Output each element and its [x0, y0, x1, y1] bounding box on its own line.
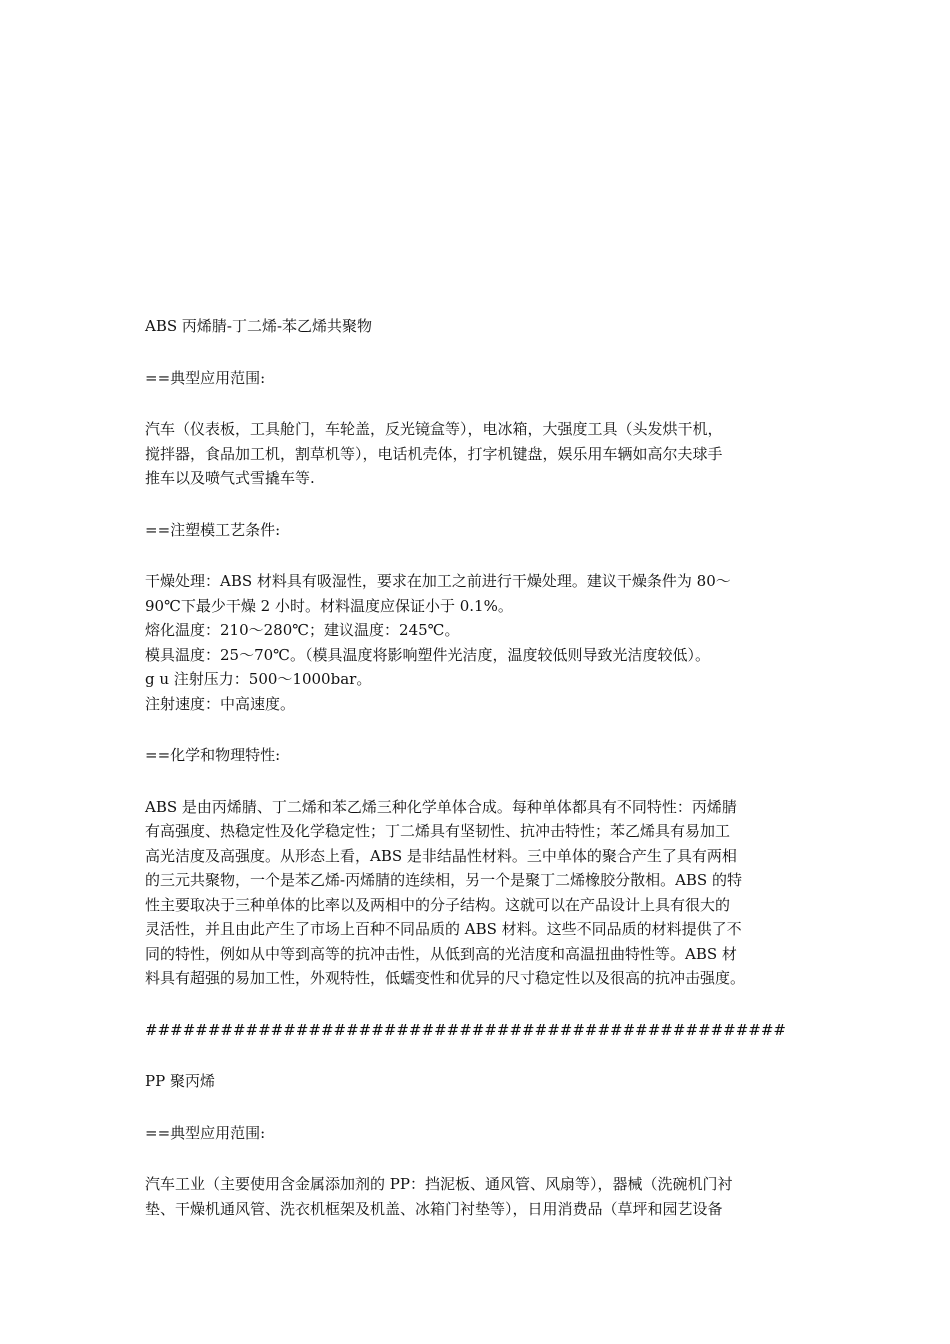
pp-application-heading: ==典型应用范围:: [145, 1123, 266, 1142]
paragraph-line: 料具有超强的易加工性，外观特性，低蠕变性和优异的尺寸稳定性以及很高的抗冲击强度。: [145, 969, 746, 987]
section-separator: ###################################################: [145, 1020, 786, 1039]
paragraph-line: 的三元共聚物，一个是苯乙烯-丙烯腈的连续相，另一个是聚丁二烯橡胶分散相。ABS 的特: [145, 871, 742, 889]
paragraph-line: 熔化温度：210～280℃；建议温度：245℃。: [145, 621, 460, 639]
paragraph-line: ABS 是由丙烯腈、丁二烯和苯乙烯三种化学单体合成。每种单体都具有不同特性：丙烯腈: [145, 797, 737, 816]
spacer: [145, 339, 810, 366]
document-body: [145, 314, 810, 1221]
paragraph-line: 汽车工业（主要使用含金属添加剂的 PP：挡泥板、通风管、风扇等），器械（洗碗机门衬: [145, 1175, 733, 1193]
paragraph-line: 垫、干燥机通风管、洗衣机框架及机盖、冰箱门衬垫等），日用消费品（草坪和园艺设备: [145, 1199, 723, 1218]
paragraph-line: 汽车（仪表板，工具舱门，车轮盖，反光镜盒等），电冰箱，大强度工具（头发烘干机，: [145, 420, 723, 438]
abs-title: ABS 丙烯腈-丁二烯-苯乙烯共聚物: [145, 317, 373, 335]
abs-application-paragraph: [145, 417, 810, 491]
spacer: [145, 390, 810, 417]
spacer: [145, 1094, 810, 1121]
paragraph-line: 同的特性，例如从中等到高等的抗冲击性，从低到高的光洁度和高温扭曲特性等。ABS 材: [145, 944, 737, 963]
paragraph-line: 模具温度：25～70℃。（模具温度将影响塑件光洁度，温度较低则导致光洁度较低）。: [145, 645, 710, 664]
paragraph-line: 灵活性，并且由此产生了市场上百种不同品质的 ABS 材料。这些不同品质的材料提供了不: [145, 920, 742, 938]
abs-chemistry-paragraph: [145, 795, 810, 991]
abs-process-heading: ==注塑模工艺条件:: [145, 520, 281, 539]
spacer: [145, 1042, 810, 1069]
spacer: [145, 716, 810, 743]
spacer: [145, 491, 810, 518]
pp-application-paragraph: [145, 1172, 810, 1221]
spacer: [145, 542, 810, 569]
paragraph-line: 性主要取决于三种单体的比率以及两相中的分子结构。这就可以在产品设计上具有很大的: [145, 895, 731, 914]
paragraph-line: 注射速度：中高速度。: [145, 694, 296, 713]
abs-application-heading: ==典型应用范围:: [145, 368, 266, 387]
spacer: [145, 768, 810, 795]
spacer: [145, 1145, 810, 1172]
paragraph-line: 推车以及喷气式雪撬车等.: [145, 469, 315, 487]
abs-process-paragraph: [145, 569, 810, 716]
paragraph-line: g u 注射压力：500～1000bar。: [145, 670, 372, 688]
paragraph-line: 有高强度、热稳定性及化学稳定性；丁二烯具有坚韧性、抗冲击特性；苯乙烯具有易加工: [145, 822, 731, 840]
paragraph-line: 高光洁度及高强度。从形态上看，ABS 是非结晶性材料。三中单体的聚合产生了具有两相: [145, 846, 737, 865]
paragraph-line: 90℃下最少干燥 2 小时。材料温度应保证小于 0.1%。: [145, 596, 513, 615]
paragraph-line: 搅拌器，食品加工机，割草机等），电话机壳体，打字机键盘，娱乐用车辆如高尔夫球手: [145, 444, 723, 463]
paragraph-line: 干燥处理：ABS 材料具有吸湿性，要求在加工之前进行干燥处理。建议干燥条件为 80～: [145, 572, 731, 590]
spacer: [145, 991, 810, 1018]
abs-chemistry-heading: ==化学和物理特性:: [145, 746, 281, 764]
pp-title: PP 聚丙烯: [145, 1072, 215, 1090]
